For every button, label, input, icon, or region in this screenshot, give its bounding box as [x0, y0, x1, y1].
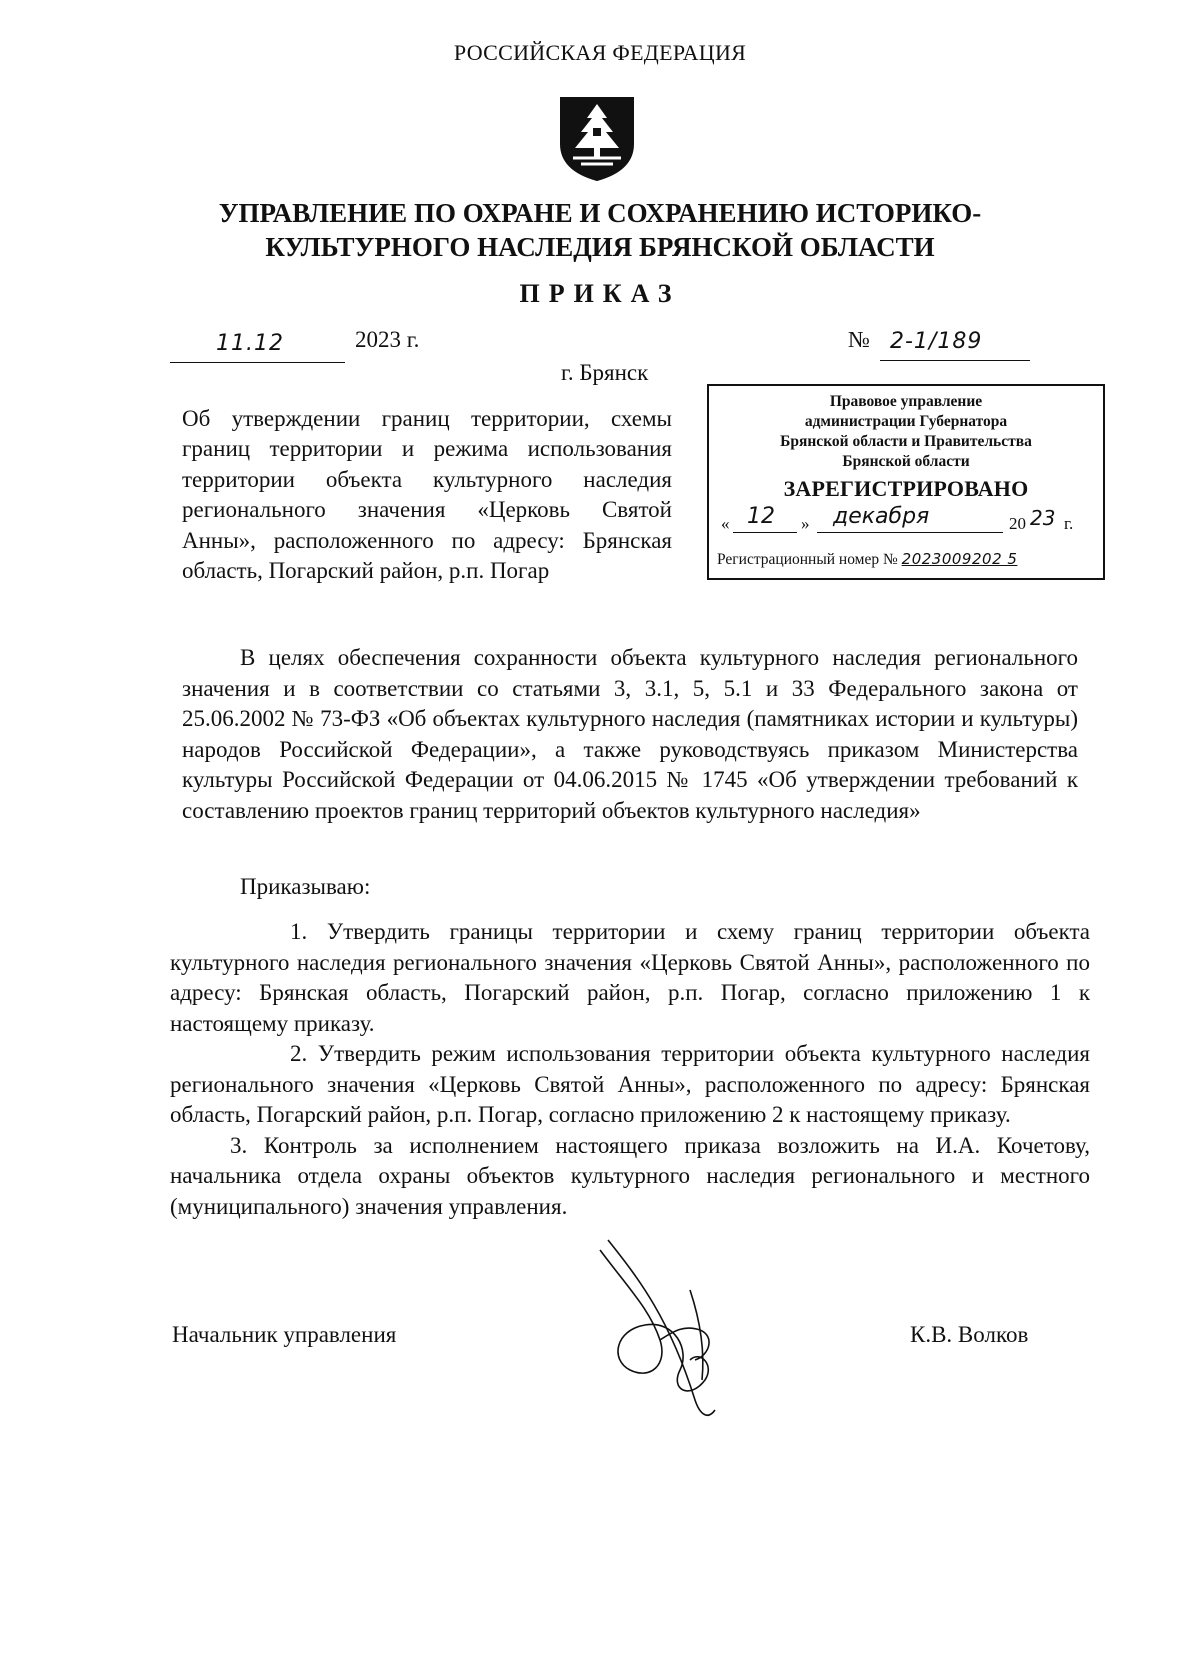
- agency-name-line-2: КУЛЬТУРНОГО НАСЛЕДИЯ БРЯНСКОЙ ОБЛАСТИ: [265, 232, 935, 262]
- order-number-sign: №: [848, 327, 870, 352]
- stamp-month-handwritten: декабря: [833, 504, 930, 529]
- order-date-line: [170, 331, 345, 363]
- order-items: [170, 917, 1090, 1222]
- stamp-year-handwritten: 23: [1030, 506, 1056, 530]
- stamp-line-2: администрации Губернатора: [804, 413, 1008, 430]
- signatory-position: Начальник управления: [172, 1322, 397, 1347]
- order-number-handwritten: 2-1/189: [890, 329, 983, 354]
- stamp-date: « 12 » декабря 20 23 г.: [721, 504, 1074, 533]
- handwritten-signature: [590, 1230, 760, 1430]
- registration-stamp: [707, 384, 1105, 580]
- preamble-paragraph: [182, 643, 1078, 826]
- order-number-line: [880, 329, 1030, 361]
- order-item-text: Контроль за исполнением настоящего приказа возложить на И.А. Кочетову, начальника отдела охраны объектов культурного наследия регионального и местного (муниципального) значения управления.: [170, 1132, 1090, 1219]
- stamp-line-4: Брянской области: [842, 453, 970, 470]
- order-item-2: [170, 1039, 1090, 1131]
- stamp-reg-label: Регистрационный номер №: [717, 551, 898, 568]
- order-item-text: Утвердить режим использования территории объекта культурного наследия регионального значения «Церковь Святой Анны», расположенного по адресу: Брянская область, Погарский район, р.п. Погар, согласно приложению 2 к настоящему приказу.: [170, 1041, 1090, 1127]
- document-type: ПРИКАЗ: [519, 279, 681, 308]
- order-word: Приказываю:: [240, 874, 371, 899]
- stamp-line-1: Правовое управление: [829, 393, 983, 410]
- signatory-name: К.В. Волков: [910, 1322, 1029, 1347]
- order-item-number: 3.: [230, 1132, 248, 1158]
- agency-name-line-1: УПРАВЛЕНИЕ ПО ОХРАНЕ И СОХРАНЕНИЮ ИСТОРИКО-: [218, 198, 982, 228]
- order-item-number: 2.: [290, 1041, 308, 1066]
- stamp-line-3: Брянской области и Правительства: [780, 433, 1032, 450]
- stamp-reg-number-handwritten: 2023009202 5: [901, 550, 1018, 568]
- city: г. Брянск: [561, 360, 649, 385]
- order-item-3: [170, 1131, 1090, 1223]
- stamp-title: ЗАРЕГИСТРИРОВАНО: [783, 476, 1029, 501]
- order-item-text: Утвердить границы территории и схему границ территории объекта культурного наследия регионального значения «Церковь Святой Анны», расположенного по адресу: Брянская область, Погарский район, р.п. Погар, согласно приложению 1 к настоящему приказу.: [170, 919, 1090, 1036]
- stamp-day-handwritten: 12: [747, 504, 775, 529]
- agency-name: [150, 196, 1050, 264]
- preamble-text: В целях обеспечения сохранности объекта культурного наследия регионального значения и в соответствии со статьями 3, 3.1, 5, 5.1 и 33 Федерального закона от 25.06.2002 № 73-ФЗ «Об объектах культурного наследия (памятниках истории и культуры) народов Российской Федерации», а также руководствуясь приказом Министерства культуры Российской Федерации от 04.06.2015 № 1745 «Об утверждении требований к составлению проектов границ территорий объектов культурного наследия»: [182, 645, 1078, 823]
- order-date-handwritten: 11.12: [216, 331, 284, 356]
- stamp-registration: [717, 550, 1103, 569]
- order-item-1: [170, 917, 1090, 1039]
- order-year: 2023 г.: [355, 327, 420, 352]
- stamp-year-suffix: г.: [1064, 514, 1074, 533]
- country-header: РОССИЙСКАЯ ФЕДЕРАЦИЯ: [453, 40, 747, 65]
- stamp-year-prefix: 20: [1009, 514, 1026, 533]
- order-item-number: 1.: [290, 919, 308, 944]
- coat-of-arms-fir-tree-icon: [551, 92, 643, 184]
- order-subject: Об утверждении границ территории, схемы границ территории и режима использования территории объекта культурного наследия регионального значения «Церковь Святой Анны», расположенного по адресу: Брянская область, Погарский район, р.п. Погар: [182, 406, 672, 584]
